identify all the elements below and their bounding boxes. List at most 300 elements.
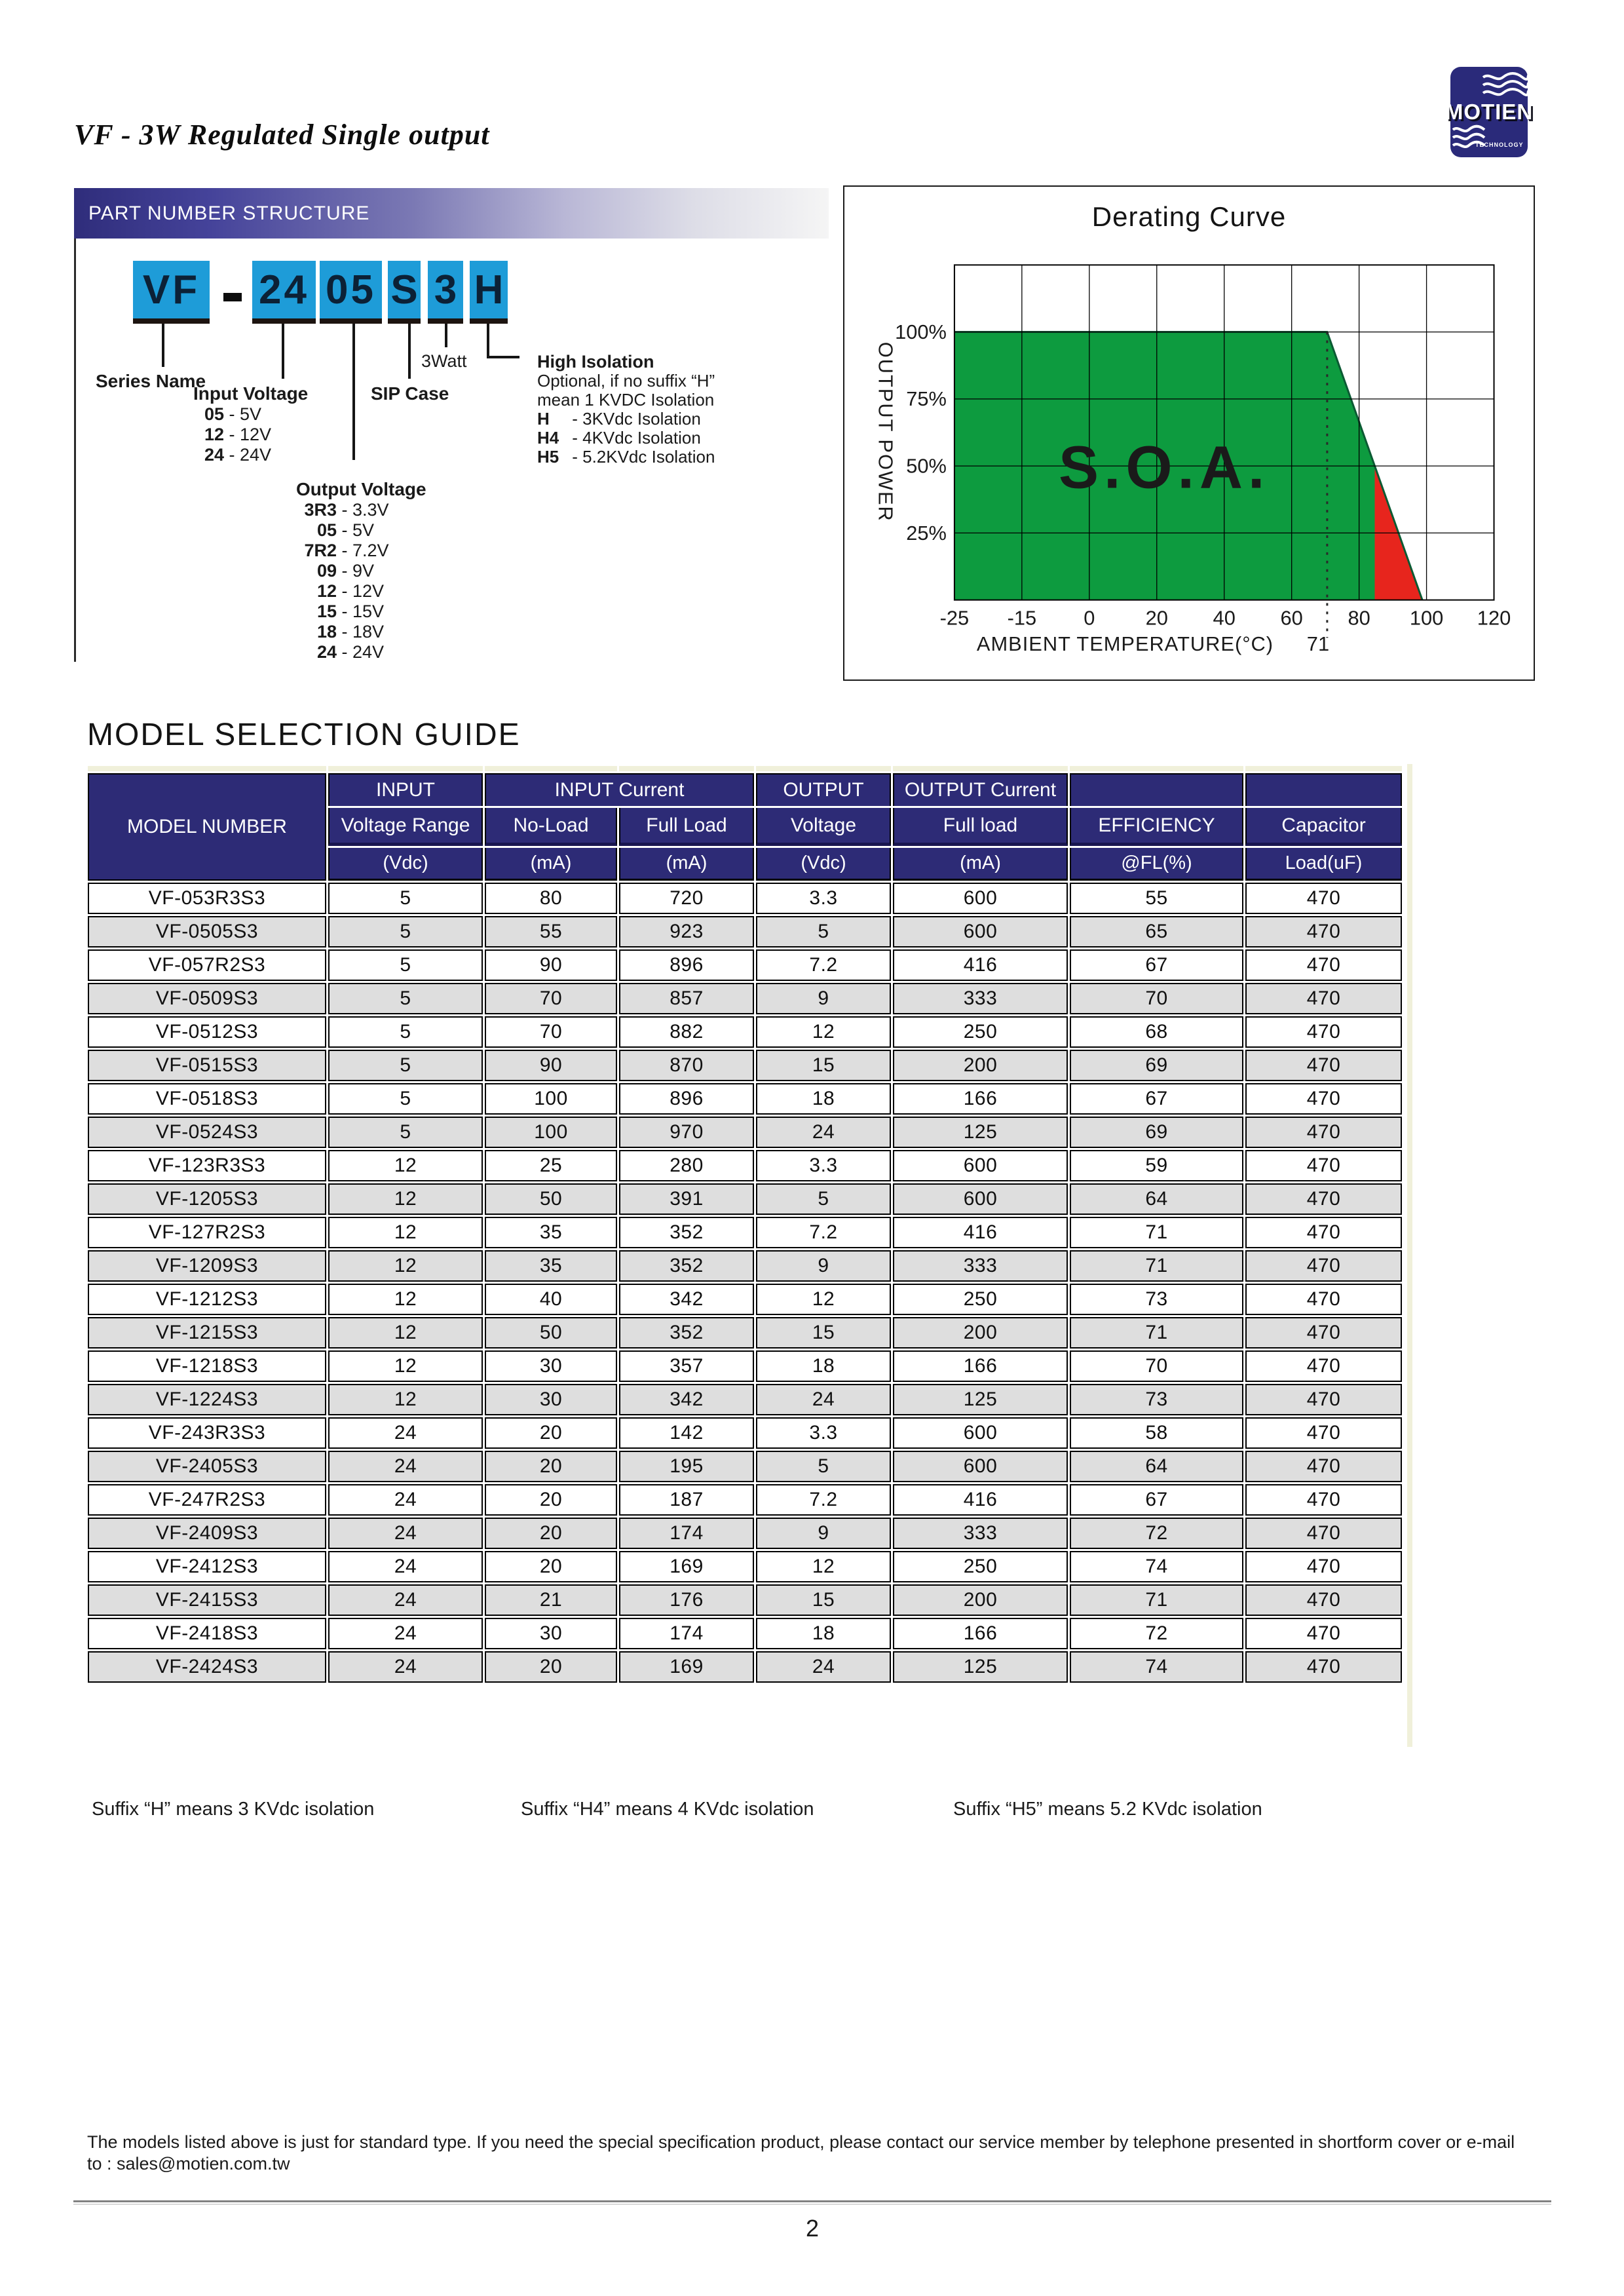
series-name-label: Series Name — [96, 371, 206, 391]
connector-line — [487, 324, 489, 358]
table-cell: 40 — [485, 1284, 617, 1315]
table-cell: 333 — [893, 1250, 1068, 1282]
connector-line — [282, 324, 284, 379]
table-cell: 12 — [328, 1317, 483, 1349]
table-cell: 15 — [756, 1050, 891, 1081]
table-cell: 20 — [485, 1651, 617, 1683]
x-tick-label: 100 — [1409, 606, 1444, 630]
table-cell: 342 — [619, 1384, 754, 1415]
table-cell: 357 — [619, 1350, 754, 1382]
table-cell: VF-0505S3 — [88, 916, 326, 947]
table-cell: 100 — [485, 1083, 617, 1115]
table-cell: 64 — [1070, 1451, 1243, 1482]
table-cell: 74 — [1070, 1651, 1243, 1683]
table-row — [88, 1618, 1402, 1649]
table-cell: VF-0518S3 — [88, 1083, 326, 1115]
wave-icon — [1482, 71, 1529, 98]
table-cell: 720 — [619, 883, 754, 914]
x-tick-label: 40 — [1213, 606, 1236, 630]
y-tick-label: 75% — [906, 387, 947, 411]
connector-line — [162, 324, 164, 367]
unit-header: (mA) — [485, 848, 617, 881]
table-cell: 69 — [1070, 1050, 1243, 1081]
table-cell: 470 — [1245, 1518, 1402, 1549]
table-cell: 470 — [1245, 1350, 1402, 1382]
table-cell: VF-057R2S3 — [88, 949, 326, 981]
table-cell: 24 — [328, 1618, 483, 1649]
table-cell: 250 — [893, 1284, 1068, 1315]
high-isolation-line: mean 1 KVDC Isolation — [537, 390, 715, 410]
table-right-strip — [1407, 764, 1412, 1747]
table-cell: 125 — [893, 1117, 1068, 1148]
table-cell: 416 — [893, 1217, 1068, 1248]
table-row — [88, 1217, 1402, 1248]
table-cell: 470 — [1245, 1050, 1402, 1081]
footer-note-line: to : sales@motien.com.tw — [87, 2154, 290, 2173]
table-cell: VF-0524S3 — [88, 1117, 326, 1148]
table-cell: 5 — [328, 1016, 483, 1048]
input-voltage-list — [197, 404, 271, 465]
table-cell: 342 — [619, 1284, 754, 1315]
table-cell: 470 — [1245, 1217, 1402, 1248]
page-number: 2 — [805, 2215, 820, 2242]
table-cell: 67 — [1070, 1083, 1243, 1115]
table-body — [88, 883, 1402, 1683]
table-cell: 5 — [328, 916, 483, 947]
table-cell: 166 — [893, 1618, 1068, 1649]
table-cell: 74 — [1070, 1551, 1243, 1582]
group-header-input: INPUT — [328, 773, 483, 806]
code-item: 24 - 24V — [316, 642, 385, 662]
table-cell: 470 — [1245, 883, 1402, 914]
table-cell: 5 — [328, 983, 483, 1014]
table-cell: 12 — [328, 1350, 483, 1382]
table-cell: 12 — [756, 1284, 891, 1315]
table-cell: 71 — [1070, 1317, 1243, 1349]
table-cell: 870 — [619, 1050, 754, 1081]
table-row — [88, 1016, 1402, 1048]
table-cell: 896 — [619, 1083, 754, 1115]
input-voltage-label: Input Voltage — [193, 383, 309, 404]
table-cell: 24 — [328, 1651, 483, 1683]
table-cell: 470 — [1245, 1250, 1402, 1282]
table-cell: 470 — [1245, 1317, 1402, 1349]
table-cell: 24 — [328, 1417, 483, 1449]
table-cell: 20 — [485, 1451, 617, 1482]
table-cell: 470 — [1245, 949, 1402, 981]
table-cell: 470 — [1245, 1150, 1402, 1181]
table-cell: 55 — [485, 916, 617, 947]
table-cell: 5 — [328, 883, 483, 914]
table-row — [88, 1417, 1402, 1449]
table-cell: 391 — [619, 1183, 754, 1215]
section-border — [74, 239, 76, 662]
table-row — [88, 1484, 1402, 1516]
table-cell: 5 — [756, 1451, 891, 1482]
table-cell: 70 — [485, 1016, 617, 1048]
table-cell: 280 — [619, 1150, 754, 1181]
table-cell: 250 — [893, 1551, 1068, 1582]
group-header-output: OUTPUT — [756, 773, 891, 806]
high-isolation-line: Optional, if no suffix “H” — [537, 371, 715, 391]
table-cell: 416 — [893, 1484, 1068, 1516]
table-cell: 187 — [619, 1484, 754, 1516]
table-cell: 200 — [893, 1317, 1068, 1349]
derating-curve-section — [843, 185, 1535, 681]
chart-title: Derating Curve — [1091, 201, 1287, 232]
table-cell: 20 — [485, 1484, 617, 1516]
table-cell: 470 — [1245, 1651, 1402, 1683]
page-title: VF - 3W Regulated Single output — [74, 119, 490, 151]
table-cell: 55 — [1070, 883, 1243, 914]
table-row — [88, 1150, 1402, 1181]
model-selection-table — [86, 764, 1404, 1685]
group-header-input-current: INPUT Current — [485, 773, 754, 806]
table-cell: 20 — [485, 1417, 617, 1449]
table-cell: 80 — [485, 883, 617, 914]
table-cell: 352 — [619, 1317, 754, 1349]
table-cell: 50 — [485, 1183, 617, 1215]
connector-line — [487, 356, 519, 358]
table-cell: 90 — [485, 1050, 617, 1081]
pn-box-watt: 3 — [428, 261, 463, 324]
table-cell: 5 — [328, 1050, 483, 1081]
group-header-blank — [1245, 773, 1402, 806]
table-cell: 470 — [1245, 1384, 1402, 1415]
sip-case-label: SIP Case — [371, 383, 449, 404]
derating-chart — [844, 187, 1534, 679]
table-cell: 18 — [756, 1618, 891, 1649]
logo-wordmark: MOTIEN — [1445, 100, 1534, 124]
table-cell: 72 — [1070, 1618, 1243, 1649]
table-cell: 12 — [756, 1016, 891, 1048]
table-cell: VF-2415S3 — [88, 1584, 326, 1616]
table-cell: 896 — [619, 949, 754, 981]
pn-dash — [223, 293, 242, 301]
column-header-capacitor: Capacitor — [1245, 808, 1402, 846]
suffix-note-h4: Suffix “H4” means 4 KVdc isolation — [521, 1799, 814, 1820]
x-tick-label: 120 — [1477, 606, 1511, 630]
table-cell: 20 — [485, 1551, 617, 1582]
table-cell: VF-0512S3 — [88, 1016, 326, 1048]
table-cell: 169 — [619, 1651, 754, 1683]
table-cell: VF-2409S3 — [88, 1518, 326, 1549]
table-cell: VF-0509S3 — [88, 983, 326, 1014]
table-cell: 169 — [619, 1551, 754, 1582]
table-cell: 71 — [1070, 1250, 1243, 1282]
table-row — [88, 1451, 1402, 1482]
footer-note — [87, 2132, 1561, 2175]
table-cell: VF-127R2S3 — [88, 1217, 326, 1248]
table-cell: 470 — [1245, 1584, 1402, 1616]
table-cell: VF-247R2S3 — [88, 1484, 326, 1516]
table-cell: 68 — [1070, 1016, 1243, 1048]
table-cell: 5 — [756, 916, 891, 947]
column-header-full-load: Full Load — [619, 808, 754, 846]
table-cell: 30 — [485, 1350, 617, 1382]
table-cell: 600 — [893, 1150, 1068, 1181]
motien-logo — [1445, 64, 1534, 161]
table-cell: 176 — [619, 1584, 754, 1616]
table-cell: 9 — [756, 983, 891, 1014]
column-header-efficiency: EFFICIENCY — [1070, 808, 1243, 846]
table-cell: 64 — [1070, 1183, 1243, 1215]
table-row — [88, 1117, 1402, 1148]
table-cell: VF-243R3S3 — [88, 1417, 326, 1449]
table-row — [88, 1350, 1402, 1382]
table-row — [88, 883, 1402, 914]
table-cell: 67 — [1070, 1484, 1243, 1516]
table-cell: 3.3 — [756, 1150, 891, 1181]
footer-divider — [73, 2200, 1551, 2205]
x-tick-label: 0 — [1084, 606, 1095, 630]
code-item: 18 - 18V — [316, 622, 385, 641]
table-cell: 30 — [485, 1618, 617, 1649]
x-tick-label: 20 — [1145, 606, 1168, 630]
table-cell: 200 — [893, 1584, 1068, 1616]
model-selection-title: MODEL SELECTION GUIDE — [87, 718, 521, 752]
table-cell: 24 — [756, 1651, 891, 1683]
table-cell: VF-0515S3 — [88, 1050, 326, 1081]
table-cell: VF-1218S3 — [88, 1350, 326, 1382]
high-isolation-label: High Isolation — [537, 352, 654, 372]
table-cell: VF-2405S3 — [88, 1451, 326, 1482]
table-cell: 3.3 — [756, 1417, 891, 1449]
pn-box-series: VF — [133, 261, 210, 324]
table-cell: 352 — [619, 1217, 754, 1248]
code-item: 3R3 - 3.3V — [304, 500, 389, 520]
table-cell: 12 — [328, 1183, 483, 1215]
unit-header: (mA) — [893, 848, 1068, 881]
x-tick-label: -15 — [1007, 606, 1037, 630]
table-cell: 470 — [1245, 983, 1402, 1014]
pn-box-input-voltage: 24 — [252, 261, 316, 324]
table-cell: 470 — [1245, 1284, 1402, 1315]
table-row — [88, 1250, 1402, 1282]
table-cell: VF-1205S3 — [88, 1183, 326, 1215]
table-cell: 470 — [1245, 1551, 1402, 1582]
table-cell: 67 — [1070, 949, 1243, 981]
table-cell: 18 — [756, 1350, 891, 1382]
code-item: H5 - 5.2KVdc Isolation — [537, 447, 715, 467]
table-cell: 12 — [328, 1284, 483, 1315]
table-row — [88, 1518, 1402, 1549]
table-cell: 9 — [756, 1250, 891, 1282]
column-header-output-full-load: Full load — [893, 808, 1068, 846]
high-isolation-list — [537, 410, 715, 467]
table-cell: 69 — [1070, 1117, 1243, 1148]
table-cell: 5 — [328, 1117, 483, 1148]
group-header-output-current: OUTPUT Current — [893, 773, 1068, 806]
unit-header: (mA) — [619, 848, 754, 881]
table-cell: 72 — [1070, 1518, 1243, 1549]
table-cell: 21 — [485, 1584, 617, 1616]
table-cell: 73 — [1070, 1384, 1243, 1415]
table-cell: 70 — [1070, 1350, 1243, 1382]
table-cell: 166 — [893, 1083, 1068, 1115]
x-tick-label: 80 — [1348, 606, 1370, 630]
table-cell: 142 — [619, 1417, 754, 1449]
table-cell: 70 — [485, 983, 617, 1014]
table-row — [88, 1651, 1402, 1683]
table-cell: VF-053R3S3 — [88, 883, 326, 914]
column-header-model-number: MODEL NUMBER — [88, 773, 326, 881]
table-cell: 58 — [1070, 1417, 1243, 1449]
table-cell: 12 — [756, 1551, 891, 1582]
table-cell: 7.2 — [756, 1484, 891, 1516]
table-cell: 18 — [756, 1083, 891, 1115]
table-cell: 12 — [328, 1150, 483, 1181]
suffix-note-h5: Suffix “H5” means 5.2 KVdc isolation — [953, 1799, 1262, 1820]
table-cell: VF-2412S3 — [88, 1551, 326, 1582]
group-header-blank — [1070, 773, 1243, 806]
table-cell: 24 — [328, 1584, 483, 1616]
column-header-voltage-range: Voltage Range — [328, 808, 483, 846]
table-cell: 25 — [485, 1150, 617, 1181]
unit-header: @FL(%) — [1070, 848, 1243, 881]
table-cell: VF-2418S3 — [88, 1618, 326, 1649]
table-cell: 250 — [893, 1016, 1068, 1048]
table-cell: 857 — [619, 983, 754, 1014]
logo-subtitle: TECHNOLOGY — [1475, 142, 1524, 148]
table-row — [88, 983, 1402, 1014]
code-item: 7R2 - 7.2V — [304, 541, 389, 560]
table-cell: 600 — [893, 883, 1068, 914]
table-cell: 35 — [485, 1217, 617, 1248]
table-row — [88, 916, 1402, 947]
table-cell: 73 — [1070, 1284, 1243, 1315]
connector-line — [352, 324, 355, 460]
table-row — [88, 1050, 1402, 1081]
table-row — [88, 1584, 1402, 1616]
table-cell: 12 — [328, 1250, 483, 1282]
code-item: H4 - 4KVdc Isolation — [537, 428, 701, 448]
table-cell: 15 — [756, 1317, 891, 1349]
table-cell: 125 — [893, 1651, 1068, 1683]
connector-line — [408, 324, 411, 379]
table-top-strip — [88, 766, 1402, 771]
table-cell: 5 — [328, 1083, 483, 1115]
table-cell: 470 — [1245, 1484, 1402, 1516]
x-tick-label: 60 — [1280, 606, 1303, 630]
table-cell: 24 — [756, 1117, 891, 1148]
table-cell: 470 — [1245, 1183, 1402, 1215]
table-cell: 923 — [619, 916, 754, 947]
y-tick-label: 50% — [906, 454, 947, 478]
table-cell: 71 — [1070, 1584, 1243, 1616]
table-cell: 882 — [619, 1016, 754, 1048]
y-tick-label: 100% — [895, 320, 947, 343]
table-cell: 333 — [893, 983, 1068, 1014]
table-cell: 166 — [893, 1350, 1068, 1382]
table-cell: 12 — [328, 1384, 483, 1415]
output-voltage-label: Output Voltage — [296, 479, 426, 499]
table-cell: 12 — [328, 1217, 483, 1248]
table-cell: 470 — [1245, 1417, 1402, 1449]
table-row — [88, 1284, 1402, 1315]
table-cell: 70 — [1070, 983, 1243, 1014]
table-cell: 9 — [756, 1518, 891, 1549]
code-item: 09 - 9V — [316, 561, 375, 581]
table-cell: 24 — [328, 1551, 483, 1582]
footer-note-line: The models listed above is just for standard type. If you need the special specification product, please contact our service member by telephone presented in shortform cover or e-mail — [87, 2132, 1515, 2152]
table-row — [88, 1384, 1402, 1415]
column-header-no-load: No-Load — [485, 808, 617, 846]
table-cell: 333 — [893, 1518, 1068, 1549]
x-axis-label: AMBIENT TEMPERATURE(°C) — [976, 632, 1274, 656]
derate-annotation: 71 — [1306, 632, 1330, 656]
code-item: H - 3KVdc Isolation — [537, 409, 701, 429]
table-cell: 600 — [893, 1183, 1068, 1215]
code-item: 15 - 15V — [316, 602, 385, 621]
table-cell: 200 — [893, 1050, 1068, 1081]
table-cell: 7.2 — [756, 949, 891, 981]
code-item: 12 - 12V — [204, 425, 272, 444]
table-cell: 24 — [756, 1384, 891, 1415]
code-item: 05 - 5V — [316, 520, 375, 540]
table-cell: 470 — [1245, 1451, 1402, 1482]
unit-header: Load(uF) — [1245, 848, 1402, 881]
high-isolation-block — [537, 353, 715, 467]
table-cell: 470 — [1245, 916, 1402, 947]
table-cell: 416 — [893, 949, 1068, 981]
table-cell: 24 — [328, 1451, 483, 1482]
y-axis-label: OUTPUT POWER — [874, 341, 897, 522]
table-cell: 65 — [1070, 916, 1243, 947]
table-cell: 50 — [485, 1317, 617, 1349]
table-cell: 90 — [485, 949, 617, 981]
table-cell: 5 — [328, 949, 483, 981]
table-cell: 20 — [485, 1518, 617, 1549]
table-cell: 174 — [619, 1618, 754, 1649]
table-cell: 470 — [1245, 1083, 1402, 1115]
table-cell: 24 — [328, 1518, 483, 1549]
table-cell: VF-123R3S3 — [88, 1150, 326, 1181]
table-cell: VF-1215S3 — [88, 1317, 326, 1349]
table-row — [88, 1317, 1402, 1349]
y-tick-label: 25% — [906, 522, 947, 545]
table-cell: 195 — [619, 1451, 754, 1482]
table-cell: 59 — [1070, 1150, 1243, 1181]
table-cell: 5 — [756, 1183, 891, 1215]
table-cell: VF-1209S3 — [88, 1250, 326, 1282]
table-cell: 470 — [1245, 1618, 1402, 1649]
unit-header: (Vdc) — [756, 848, 891, 881]
column-header-voltage: Voltage — [756, 808, 891, 846]
table-cell: 352 — [619, 1250, 754, 1282]
table-cell: 600 — [893, 1417, 1068, 1449]
table-cell: 470 — [1245, 1016, 1402, 1048]
connector-line — [445, 324, 447, 347]
table-cell: 24 — [328, 1484, 483, 1516]
table-row — [88, 1551, 1402, 1582]
x-tick-label: -25 — [939, 606, 970, 630]
table-cell: 100 — [485, 1117, 617, 1148]
table-cell: VF-1212S3 — [88, 1284, 326, 1315]
table-cell: 125 — [893, 1384, 1068, 1415]
table-row — [88, 1183, 1402, 1215]
table-cell: 3.3 — [756, 883, 891, 914]
table-cell: 35 — [485, 1250, 617, 1282]
table-cell: 30 — [485, 1384, 617, 1415]
table-cell: 15 — [756, 1584, 891, 1616]
soa-label: S.O.A. — [1059, 434, 1270, 501]
code-item: 05 - 5V — [204, 404, 262, 424]
table-cell: 470 — [1245, 1117, 1402, 1148]
pn-box-case: S — [388, 261, 421, 324]
part-number-structure-header: PART NUMBER STRUCTURE — [74, 188, 829, 239]
suffix-note-h: Suffix “H” means 3 KVdc isolation — [92, 1799, 375, 1820]
